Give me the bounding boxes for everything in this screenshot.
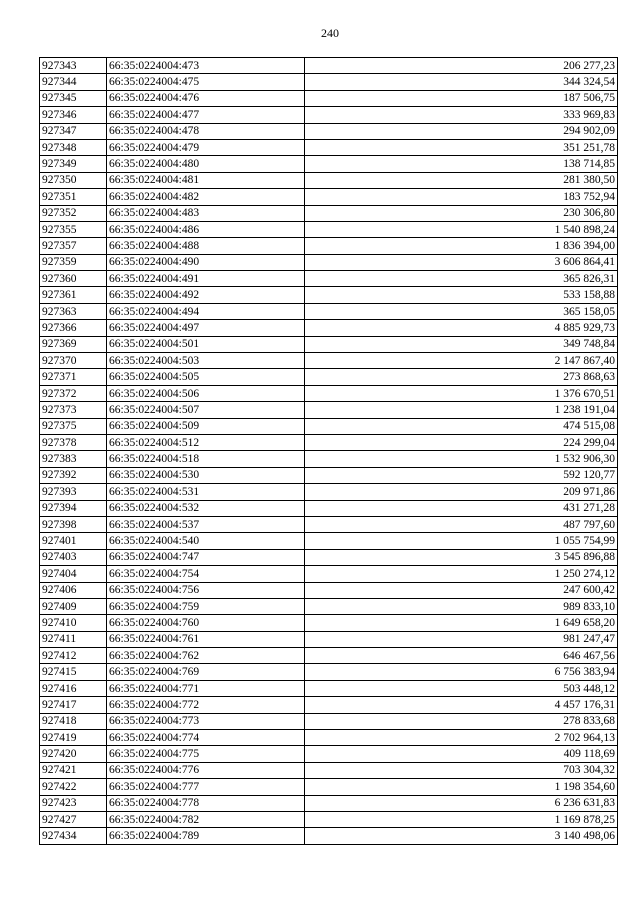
row-id-cell: 927417 bbox=[40, 697, 107, 713]
page-number: 240 bbox=[321, 26, 339, 40]
cadastral-value-cell: 6 756 383,94 bbox=[305, 664, 618, 680]
cadastral-number-cell: 66:35:0224004:481 bbox=[107, 172, 305, 188]
cadastral-value-cell: 183 752,94 bbox=[305, 189, 618, 205]
table-row bbox=[40, 730, 618, 746]
cadastral-number-cell: 66:35:0224004:509 bbox=[107, 418, 305, 434]
row-id-cell: 927421 bbox=[40, 762, 107, 778]
cadastral-number-cell: 66:35:0224004:747 bbox=[107, 549, 305, 565]
cadastral-value-cell: 4 885 929,73 bbox=[305, 320, 618, 336]
table-row bbox=[40, 271, 618, 287]
cadastral-number-cell: 66:35:0224004:479 bbox=[107, 139, 305, 155]
cadastral-value-cell: 278 833,68 bbox=[305, 713, 618, 729]
cadastral-value-cell: 344 324,54 bbox=[305, 74, 618, 90]
row-id-cell: 927404 bbox=[40, 566, 107, 582]
cadastral-value-cell: 1 836 394,00 bbox=[305, 238, 618, 254]
cadastral-number-cell: 66:35:0224004:482 bbox=[107, 189, 305, 205]
cadastral-value-cell: 592 120,77 bbox=[305, 467, 618, 483]
row-id-cell: 927345 bbox=[40, 90, 107, 106]
table-row bbox=[40, 58, 618, 74]
table-row bbox=[40, 90, 618, 106]
cadastral-value-cell: 1 055 754,99 bbox=[305, 533, 618, 549]
table-row bbox=[40, 697, 618, 713]
cadastral-number-cell: 66:35:0224004:782 bbox=[107, 811, 305, 827]
table-row bbox=[40, 746, 618, 762]
cadastral-value-cell: 224 299,04 bbox=[305, 434, 618, 450]
cadastral-value-table bbox=[39, 57, 618, 845]
cadastral-number-cell: 66:35:0224004:490 bbox=[107, 254, 305, 270]
table-row bbox=[40, 205, 618, 221]
row-id-cell: 927360 bbox=[40, 271, 107, 287]
cadastral-number-cell: 66:35:0224004:778 bbox=[107, 795, 305, 811]
row-id-cell: 927434 bbox=[40, 828, 107, 844]
table-row bbox=[40, 336, 618, 352]
table-row bbox=[40, 320, 618, 336]
cadastral-number-cell: 66:35:0224004:477 bbox=[107, 107, 305, 123]
cadastral-value-cell: 1 198 354,60 bbox=[305, 779, 618, 795]
table-row bbox=[40, 664, 618, 680]
row-id-cell: 927375 bbox=[40, 418, 107, 434]
table-row bbox=[40, 303, 618, 319]
cadastral-value-cell: 138 714,85 bbox=[305, 156, 618, 172]
row-id-cell: 927418 bbox=[40, 713, 107, 729]
cadastral-number-cell: 66:35:0224004:532 bbox=[107, 500, 305, 516]
table-row bbox=[40, 566, 618, 582]
cadastral-value-cell: 6 236 631,83 bbox=[305, 795, 618, 811]
table-row bbox=[40, 828, 618, 844]
row-id-cell: 927403 bbox=[40, 549, 107, 565]
cadastral-number-cell: 66:35:0224004:497 bbox=[107, 320, 305, 336]
row-id-cell: 927383 bbox=[40, 451, 107, 467]
row-id-cell: 927344 bbox=[40, 74, 107, 90]
table-row bbox=[40, 811, 618, 827]
cadastral-value-cell: 1 649 658,20 bbox=[305, 615, 618, 631]
cadastral-number-cell: 66:35:0224004:480 bbox=[107, 156, 305, 172]
table-row bbox=[40, 139, 618, 155]
row-id-cell: 927423 bbox=[40, 795, 107, 811]
table-row bbox=[40, 434, 618, 450]
table-row bbox=[40, 500, 618, 516]
table-row bbox=[40, 107, 618, 123]
table-row bbox=[40, 189, 618, 205]
table-row bbox=[40, 451, 618, 467]
row-id-cell: 927409 bbox=[40, 598, 107, 614]
cadastral-number-cell: 66:35:0224004:759 bbox=[107, 598, 305, 614]
cadastral-value-cell: 349 748,84 bbox=[305, 336, 618, 352]
cadastral-number-cell: 66:35:0224004:789 bbox=[107, 828, 305, 844]
row-id-cell: 927352 bbox=[40, 205, 107, 221]
table-row bbox=[40, 123, 618, 139]
cadastral-number-cell: 66:35:0224004:756 bbox=[107, 582, 305, 598]
row-id-cell: 927363 bbox=[40, 303, 107, 319]
cadastral-value-cell: 474 515,08 bbox=[305, 418, 618, 434]
cadastral-value-cell: 646 467,56 bbox=[305, 648, 618, 664]
row-id-cell: 927351 bbox=[40, 189, 107, 205]
cadastral-number-cell: 66:35:0224004:505 bbox=[107, 369, 305, 385]
row-id-cell: 927422 bbox=[40, 779, 107, 795]
row-id-cell: 927366 bbox=[40, 320, 107, 336]
cadastral-value-cell: 187 506,75 bbox=[305, 90, 618, 106]
row-id-cell: 927346 bbox=[40, 107, 107, 123]
cadastral-value-cell: 1 540 898,24 bbox=[305, 221, 618, 237]
table-row bbox=[40, 385, 618, 401]
cadastral-value-cell: 431 271,28 bbox=[305, 500, 618, 516]
table-row bbox=[40, 353, 618, 369]
cadastral-number-cell: 66:35:0224004:473 bbox=[107, 58, 305, 74]
table-row bbox=[40, 680, 618, 696]
table-row bbox=[40, 287, 618, 303]
row-id-cell: 927370 bbox=[40, 353, 107, 369]
row-id-cell: 927373 bbox=[40, 402, 107, 418]
row-id-cell: 927419 bbox=[40, 730, 107, 746]
cadastral-value-cell: 294 902,09 bbox=[305, 123, 618, 139]
cadastral-value-cell: 273 868,63 bbox=[305, 369, 618, 385]
cadastral-number-cell: 66:35:0224004:501 bbox=[107, 336, 305, 352]
cadastral-value-cell: 533 158,88 bbox=[305, 287, 618, 303]
table-row bbox=[40, 549, 618, 565]
table-row bbox=[40, 238, 618, 254]
row-id-cell: 927393 bbox=[40, 484, 107, 500]
cadastral-number-cell: 66:35:0224004:771 bbox=[107, 680, 305, 696]
table-row bbox=[40, 648, 618, 664]
table-row bbox=[40, 369, 618, 385]
row-id-cell: 927350 bbox=[40, 172, 107, 188]
cadastral-value-cell: 409 118,69 bbox=[305, 746, 618, 762]
table-row bbox=[40, 467, 618, 483]
row-id-cell: 927427 bbox=[40, 811, 107, 827]
cadastral-number-cell: 66:35:0224004:540 bbox=[107, 533, 305, 549]
cadastral-number-cell: 66:35:0224004:773 bbox=[107, 713, 305, 729]
row-id-cell: 927355 bbox=[40, 221, 107, 237]
cadastral-number-cell: 66:35:0224004:760 bbox=[107, 615, 305, 631]
cadastral-number-cell: 66:35:0224004:775 bbox=[107, 746, 305, 762]
cadastral-number-cell: 66:35:0224004:488 bbox=[107, 238, 305, 254]
table-row bbox=[40, 779, 618, 795]
cadastral-number-cell: 66:35:0224004:478 bbox=[107, 123, 305, 139]
table-row bbox=[40, 631, 618, 647]
row-id-cell: 927348 bbox=[40, 139, 107, 155]
cadastral-number-cell: 66:35:0224004:761 bbox=[107, 631, 305, 647]
cadastral-number-cell: 66:35:0224004:483 bbox=[107, 205, 305, 221]
cadastral-value-cell: 703 304,32 bbox=[305, 762, 618, 778]
cadastral-value-cell: 503 448,12 bbox=[305, 680, 618, 696]
row-id-cell: 927412 bbox=[40, 648, 107, 664]
cadastral-value-cell: 1 532 906,30 bbox=[305, 451, 618, 467]
cadastral-number-cell: 66:35:0224004:476 bbox=[107, 90, 305, 106]
cadastral-number-cell: 66:35:0224004:512 bbox=[107, 434, 305, 450]
cadastral-number-cell: 66:35:0224004:762 bbox=[107, 648, 305, 664]
row-id-cell: 927357 bbox=[40, 238, 107, 254]
cadastral-value-cell: 3 545 896,88 bbox=[305, 549, 618, 565]
table-row bbox=[40, 516, 618, 532]
row-id-cell: 927371 bbox=[40, 369, 107, 385]
cadastral-number-cell: 66:35:0224004:518 bbox=[107, 451, 305, 467]
cadastral-number-cell: 66:35:0224004:506 bbox=[107, 385, 305, 401]
cadastral-number-cell: 66:35:0224004:494 bbox=[107, 303, 305, 319]
row-id-cell: 927394 bbox=[40, 500, 107, 516]
table-row bbox=[40, 484, 618, 500]
row-id-cell: 927347 bbox=[40, 123, 107, 139]
row-id-cell: 927420 bbox=[40, 746, 107, 762]
table-row bbox=[40, 221, 618, 237]
cadastral-number-cell: 66:35:0224004:531 bbox=[107, 484, 305, 500]
row-id-cell: 927343 bbox=[40, 58, 107, 74]
cadastral-value-cell: 981 247,47 bbox=[305, 631, 618, 647]
cadastral-number-cell: 66:35:0224004:475 bbox=[107, 74, 305, 90]
cadastral-number-cell: 66:35:0224004:777 bbox=[107, 779, 305, 795]
row-id-cell: 927401 bbox=[40, 533, 107, 549]
cadastral-number-cell: 66:35:0224004:537 bbox=[107, 516, 305, 532]
table-row bbox=[40, 533, 618, 549]
cadastral-value-cell: 989 833,10 bbox=[305, 598, 618, 614]
cadastral-number-cell: 66:35:0224004:530 bbox=[107, 467, 305, 483]
cadastral-value-cell: 209 971,86 bbox=[305, 484, 618, 500]
cadastral-number-cell: 66:35:0224004:491 bbox=[107, 271, 305, 287]
cadastral-number-cell: 66:35:0224004:754 bbox=[107, 566, 305, 582]
cadastral-number-cell: 66:35:0224004:486 bbox=[107, 221, 305, 237]
cadastral-value-cell: 365 158,05 bbox=[305, 303, 618, 319]
table-row bbox=[40, 795, 618, 811]
table-body bbox=[40, 58, 618, 845]
cadastral-value-cell: 365 826,31 bbox=[305, 271, 618, 287]
row-id-cell: 927359 bbox=[40, 254, 107, 270]
row-id-cell: 927406 bbox=[40, 582, 107, 598]
cadastral-value-cell: 230 306,80 bbox=[305, 205, 618, 221]
cadastral-number-cell: 66:35:0224004:492 bbox=[107, 287, 305, 303]
cadastral-value-cell: 3 140 498,06 bbox=[305, 828, 618, 844]
cadastral-value-cell: 1 376 670,51 bbox=[305, 385, 618, 401]
cadastral-value-cell: 2 702 964,13 bbox=[305, 730, 618, 746]
row-id-cell: 927411 bbox=[40, 631, 107, 647]
table-row bbox=[40, 156, 618, 172]
row-id-cell: 927415 bbox=[40, 664, 107, 680]
cadastral-number-cell: 66:35:0224004:774 bbox=[107, 730, 305, 746]
table-row bbox=[40, 582, 618, 598]
table-row bbox=[40, 615, 618, 631]
cadastral-value-cell: 206 277,23 bbox=[305, 58, 618, 74]
table-row bbox=[40, 762, 618, 778]
cadastral-value-cell: 281 380,50 bbox=[305, 172, 618, 188]
row-id-cell: 927378 bbox=[40, 434, 107, 450]
cadastral-value-cell: 1 238 191,04 bbox=[305, 402, 618, 418]
cadastral-number-cell: 66:35:0224004:776 bbox=[107, 762, 305, 778]
cadastral-number-cell: 66:35:0224004:507 bbox=[107, 402, 305, 418]
row-id-cell: 927398 bbox=[40, 516, 107, 532]
cadastral-value-cell: 3 606 864,41 bbox=[305, 254, 618, 270]
cadastral-value-cell: 247 600,42 bbox=[305, 582, 618, 598]
row-id-cell: 927369 bbox=[40, 336, 107, 352]
cadastral-number-cell: 66:35:0224004:503 bbox=[107, 353, 305, 369]
row-id-cell: 927361 bbox=[40, 287, 107, 303]
cadastral-number-cell: 66:35:0224004:769 bbox=[107, 664, 305, 680]
row-id-cell: 927410 bbox=[40, 615, 107, 631]
cadastral-number-cell: 66:35:0224004:772 bbox=[107, 697, 305, 713]
table-row bbox=[40, 74, 618, 90]
table-row bbox=[40, 402, 618, 418]
row-id-cell: 927392 bbox=[40, 467, 107, 483]
table-row bbox=[40, 418, 618, 434]
cadastral-value-cell: 487 797,60 bbox=[305, 516, 618, 532]
table-row bbox=[40, 254, 618, 270]
cadastral-value-cell: 351 251,78 bbox=[305, 139, 618, 155]
table-row bbox=[40, 713, 618, 729]
cadastral-value-cell: 4 457 176,31 bbox=[305, 697, 618, 713]
cadastral-value-cell: 1 169 878,25 bbox=[305, 811, 618, 827]
cadastral-value-cell: 2 147 867,40 bbox=[305, 353, 618, 369]
row-id-cell: 927372 bbox=[40, 385, 107, 401]
row-id-cell: 927416 bbox=[40, 680, 107, 696]
table-row bbox=[40, 598, 618, 614]
cadastral-value-cell: 1 250 274,12 bbox=[305, 566, 618, 582]
cadastral-value-cell: 333 969,83 bbox=[305, 107, 618, 123]
row-id-cell: 927349 bbox=[40, 156, 107, 172]
table-row bbox=[40, 172, 618, 188]
